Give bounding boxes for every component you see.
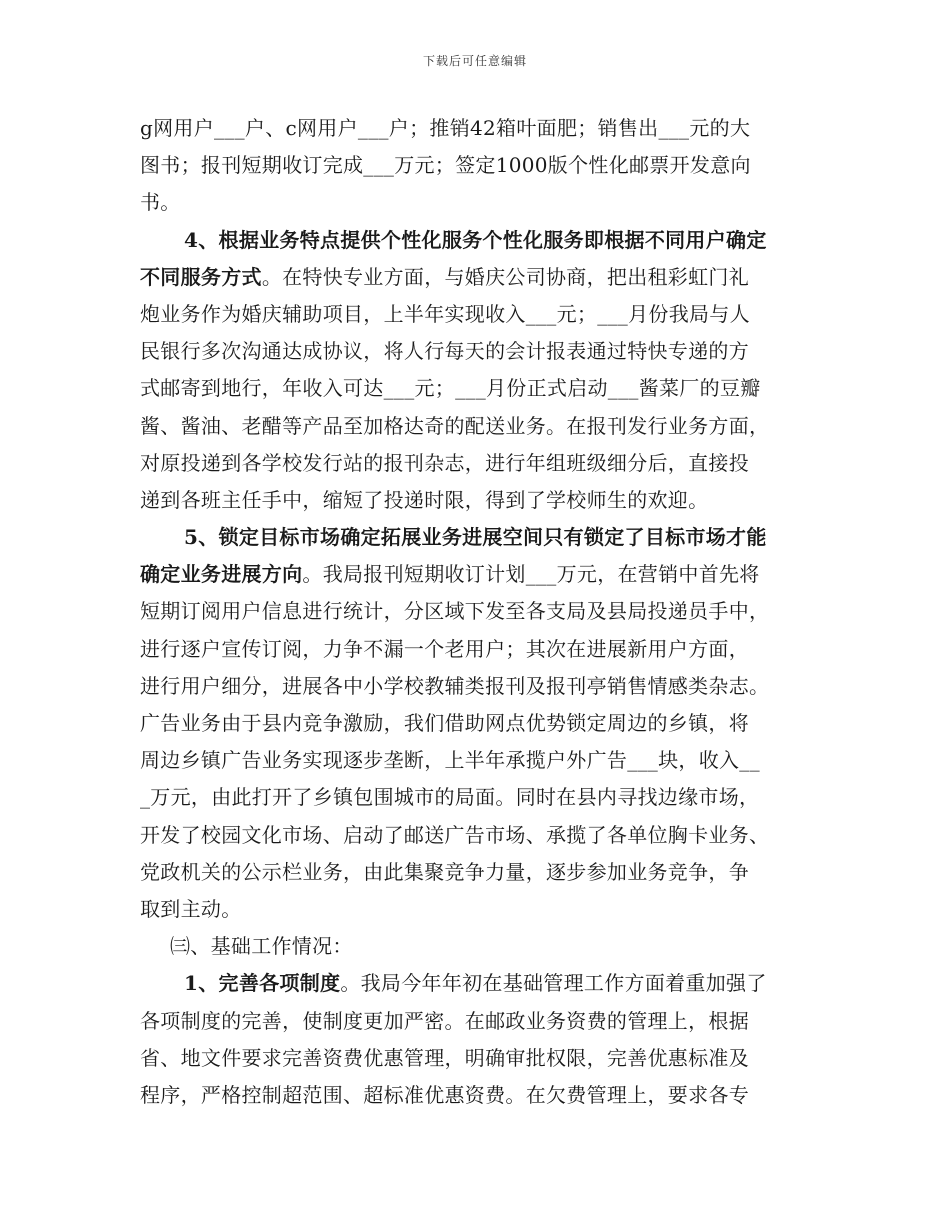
text-line xyxy=(140,668,820,705)
text-segment: 进行用户细分，进展各中小学校教辅类报刊及报刊亭销售情感类杂志。 xyxy=(140,673,770,698)
text-line xyxy=(140,1040,820,1077)
text-line xyxy=(140,891,820,928)
text-segment: 对原投递到各学校发行站的报刊杂志，进行年组班级细分后，直接投 xyxy=(140,450,749,475)
text-segment: 进行逐户宣传订阅，力争不漏一个老用户；其次在进展新用户方面， xyxy=(140,636,749,661)
page-header: 下载后可任意编辑 xyxy=(422,54,527,68)
text-segment: 炮业务作为婚庆辅助项目，上半年实现收入___元；___月份我局与人 xyxy=(140,301,750,326)
text-line xyxy=(140,631,820,668)
text-segment: 党政机关的公示栏业务，由此集聚竞争力量，逐步参加业务竞争，争 xyxy=(140,859,749,884)
text-line xyxy=(140,333,820,370)
text-segment: 。在特快专业方面，与婚庆公司协商，把出租彩虹门礼 xyxy=(261,264,750,289)
text-segment: 。我局报刊短期收订计划___万元，在营销中首先将 xyxy=(302,562,760,587)
bold-text-segment: 5、锁定目标市场确定拓展业务进展空间只有锁定了目标市场才能 xyxy=(184,525,767,550)
text-segment: 短期订阅用户信息进行统计，分区域下发至各支局及县局投递员手中， xyxy=(140,599,770,624)
text-segment: 图书；报刊短期收订完成___万元；签定1000版个性化邮票开发意向 xyxy=(140,153,751,178)
bold-text-segment: 不同服务方式 xyxy=(140,264,262,289)
text-line xyxy=(140,445,820,482)
text-line xyxy=(140,147,820,184)
text-line xyxy=(140,110,820,147)
text-segment: 民银行多次沟通达成协议，将人行每天的会计报表通过特快专递的方 xyxy=(140,339,749,364)
text-segment: 开发了校园文化市场、启动了邮送广告市场、承揽了各单位胸卡业务、 xyxy=(140,822,770,847)
text-line xyxy=(140,817,820,854)
text-line xyxy=(140,556,820,593)
document-body xyxy=(140,110,820,1114)
text-segment: g网用户___户、c网用户___户；推销42箱叶面肥；销售出___元的大 xyxy=(140,116,751,140)
text-line xyxy=(140,259,820,296)
bold-text-segment: 1、完善各项制度 xyxy=(184,971,341,996)
text-segment: 程序，严格控制超范围、超标准优惠资费。在欠费管理上，要求各专 xyxy=(140,1082,749,1107)
text-line xyxy=(140,854,820,891)
text-line xyxy=(140,1003,820,1040)
bold-text-segment: 4、根据业务特点提供个性化服务个性化服务即根据不同用户确定 xyxy=(184,227,767,252)
text-line xyxy=(140,222,820,259)
text-segment: 周边乡镇广告业务实现逐步垄断，上半年承揽户外广告___块，收入__ xyxy=(140,748,760,773)
text-segment: 递到各班主任手中，缩短了投递时限，得到了学校师生的欢迎。 xyxy=(140,487,709,512)
text-line xyxy=(140,779,820,816)
text-line xyxy=(140,370,820,407)
text-line xyxy=(140,1077,820,1114)
text-segment: 。我局今年年初在基础管理工作方面着重加强了 xyxy=(340,971,767,996)
text-segment: 酱、酱油、老醋等产品至加格达奇的配送业务。在报刊发行业务方面， xyxy=(140,413,770,438)
text-line xyxy=(140,184,820,221)
text-segment: 省、地文件要求完善资费优惠管理，明确审批权限，完善优惠标准及 xyxy=(140,1045,749,1070)
text-line xyxy=(140,593,820,630)
text-line xyxy=(140,928,820,965)
text-segment: 取到主动。 xyxy=(140,896,242,921)
bold-text-segment: 确定业务进展方向 xyxy=(140,562,303,587)
text-segment: 各项制度的完善，使制度更加严密。在邮政业务资费的管理上，根据 xyxy=(140,1008,749,1033)
text-line xyxy=(140,965,820,1002)
text-segment: 书。 xyxy=(140,190,181,215)
text-line xyxy=(140,705,820,742)
text-segment: 式邮寄到地行，年收入可达___元；___月份正式启动___酱菜厂的豆瓣 xyxy=(140,376,761,401)
text-segment: 广告业务由于县内竞争激励，我们借助网点优势锁定周边的乡镇，将 xyxy=(140,711,749,735)
text-line xyxy=(140,519,820,556)
text-segment: ㈢、基础工作情况： xyxy=(170,934,353,959)
text-line xyxy=(140,408,820,445)
text-segment: _万元，由此打开了乡镇包围城市的局面。同时在县内寻找边缘市场， xyxy=(140,785,760,810)
text-line xyxy=(140,296,820,333)
text-line xyxy=(140,742,820,779)
text-line xyxy=(140,482,820,519)
